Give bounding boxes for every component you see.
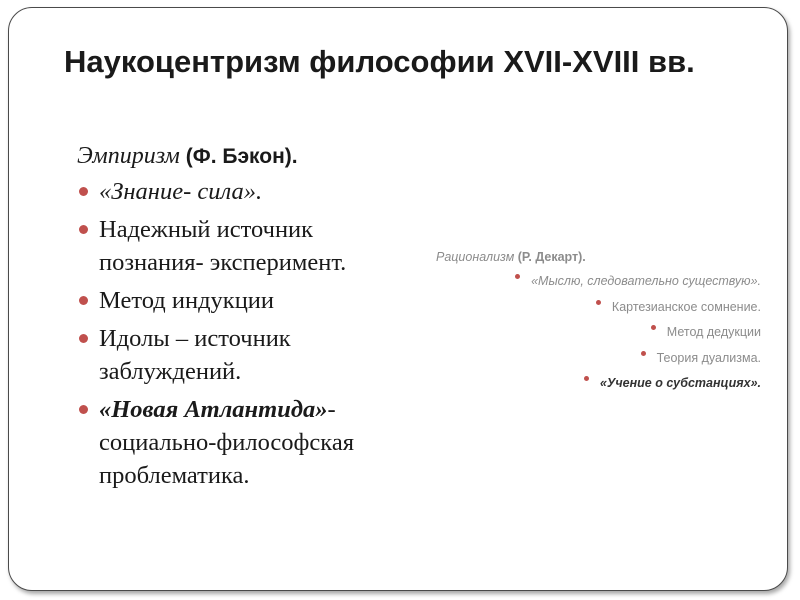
rationalism-list [429,272,761,392]
list-item [77,322,417,388]
list-item [429,349,761,367]
bullet-dot-icon [79,334,88,343]
list-item [77,213,417,279]
rationalism-section [429,248,761,400]
list-item-text: Метод индукции [99,287,275,314]
list-item [77,393,417,492]
list-item [429,374,761,392]
list-item [429,323,761,341]
list-item-text: Идолы – источник заблуждений. [99,325,291,385]
list-item-highlight: «Новая Атлантида» [99,396,328,423]
list-item-text: Картезианское сомнение. [611,299,761,314]
empiricism-term: Эмпиризм [77,143,180,169]
bullet-dot-icon [596,300,601,305]
bullet-dot-icon [79,187,88,196]
bullet-dot-icon [79,405,88,414]
empiricism-heading [77,140,417,173]
bullet-dot-icon [79,225,88,234]
rationalism-term: Рационализм [436,250,515,264]
bullet-dot-icon [79,296,88,305]
list-item-text: «Мыслю, следовательно существую». [531,274,761,288]
list-item [77,175,417,208]
rationalism-author: (Р. Декарт). [517,250,586,264]
rationalism-heading [436,248,761,266]
empiricism-author: (Ф. Бэкон). [185,145,298,168]
list-item-text: «Учение о субстанциях». [599,376,761,390]
empiricism-list [77,175,417,492]
slide-frame [8,7,788,591]
bullet-dot-icon [641,351,646,356]
list-item-text: Метод дедукции [666,325,761,339]
bullet-dot-icon [584,376,589,381]
bullet-dot-icon [651,325,656,330]
list-item-text: Теория дуализма. [656,350,761,365]
list-item [429,298,761,316]
slide-title: Наукоцентризм философии XVII-XVIII вв. [64,44,695,79]
list-item-text: - социально-философская проблематика. [99,396,354,489]
list-item [429,272,761,290]
list-item-text: Надежный источник познания- эксперимент. [99,216,347,276]
bullet-dot-icon [515,274,520,279]
empiricism-section [77,140,417,497]
list-item [77,284,417,317]
list-item-text: «Знание- сила». [99,178,263,205]
